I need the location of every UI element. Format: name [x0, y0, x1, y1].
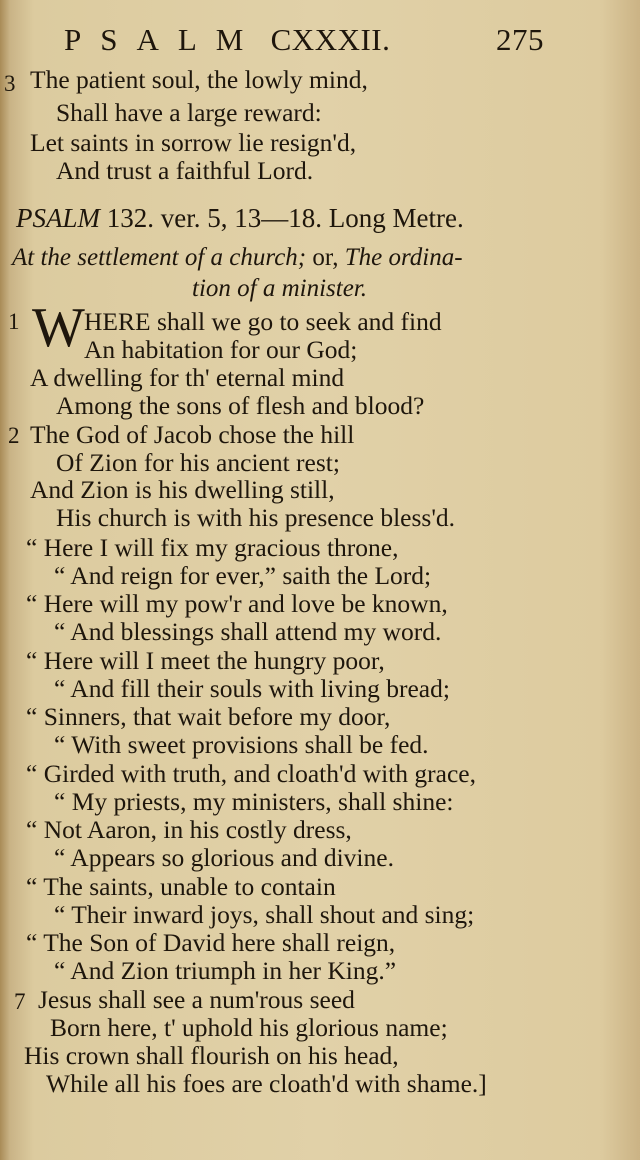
verse-line: Born here, t' uphold his glorious name; [50, 1013, 448, 1042]
verse-line: Jesus shall see a num'rous seed [38, 985, 355, 1014]
verse-line: “ And fill their souls with living bread; [54, 674, 450, 703]
verse-line: “ Girded with truth, and cloath'd with grace, [26, 759, 476, 788]
drop-cap: W [32, 297, 85, 359]
header-psalm-numeral: CXXXII. [270, 22, 391, 57]
header-psalm-word: PSALM [64, 22, 263, 57]
verse-line: And trust a faithful Lord. [56, 156, 314, 185]
verse-line: “ Appears so glorious and divine. [54, 843, 394, 872]
verse-line: An habitation for our God; [84, 335, 358, 364]
verse-line: “ Here will I meet the hungry poor, [26, 646, 385, 675]
subtitle-occasion: At the settlement of a church; [12, 244, 307, 271]
verse-line: And Zion is his dwelling still, [30, 475, 335, 504]
stanza-number: 1 [8, 309, 20, 334]
verse-line: Shall have a large reward: [56, 98, 322, 127]
verse-line: “ My priests, my ministers, shall shine: [54, 787, 454, 816]
subtitle-or: or, [312, 244, 339, 271]
verse-line: “ With sweet provisions shall be fed. [54, 730, 429, 759]
psalm-subtitle-line-2: tion of a minister. [192, 275, 368, 302]
verse-line: Of Zion for his ancient rest; [56, 448, 340, 477]
verse-line: His crown shall flourish on his head, [24, 1041, 399, 1070]
psalm-subtitle-line-1 [12, 245, 463, 270]
verse-line: His church is with his presence bless'd. [56, 503, 456, 532]
verse-line: “ And reign for ever,” saith the Lord; [54, 561, 432, 590]
verse-line: “ Not Aaron, in his costly dress, [26, 815, 352, 844]
verse-line: “ Their inward joys, shall shout and sing; [54, 900, 475, 929]
verse-line: While all his foes are cloath'd with shame.] [46, 1069, 487, 1098]
psalm-heading [16, 205, 464, 232]
psalm-heading-rest: 132. ver. 5, 13—18. Long Metre. [106, 203, 464, 233]
verse-line: HERE shall we go to seek and find [84, 307, 442, 336]
verse-line: “ And blessings shall attend my word. [54, 617, 442, 646]
verse-line: Let saints in sorrow lie resign'd, [30, 128, 357, 157]
verse-line: “ Here I will fix my gracious throne, [26, 533, 399, 562]
verse-line: The patient soul, the lowly mind, [30, 65, 368, 94]
verse-line: The God of Jacob chose the hill [30, 420, 355, 449]
subtitle-alternative: The ordina- [344, 244, 463, 271]
verse-line: “ The saints, unable to contain [26, 872, 336, 901]
psalm-heading-word: PSALM [16, 203, 100, 233]
verse-line: A dwelling for th' eternal mind [30, 363, 345, 392]
running-header-title [64, 24, 390, 55]
verse-line: “ The Son of David here shall reign, [26, 928, 396, 957]
stanza-number: 2 [8, 423, 20, 448]
verse-line: “ Here will my pow'r and love be known, [26, 589, 448, 618]
page-number: 275 [496, 22, 544, 57]
stanza-number: 3 [4, 71, 16, 96]
verse-line: Among the sons of flesh and blood? [56, 391, 425, 420]
verse-line: “ Sinners, that wait before my door, [26, 702, 391, 731]
verse-line: “ And Zion triumph in her King.” [54, 956, 397, 985]
stanza-number: 7 [14, 989, 26, 1014]
